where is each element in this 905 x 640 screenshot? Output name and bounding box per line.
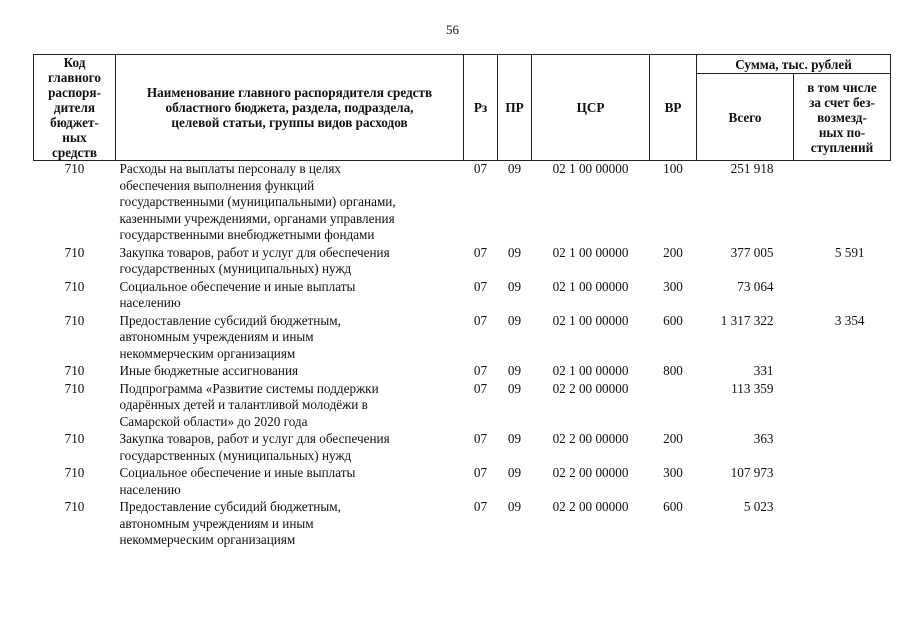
cell-code: 710 (64, 380, 85, 396)
cell-rz: 07 (473, 431, 488, 446)
cell-code: 710 (64, 465, 85, 480)
cell-code: 710 (64, 431, 85, 446)
cell-name: Расходы на выплаты персоналу в целях обеспечения выполнения функций государственными (муниципальными) органами, казенными учреждениями, органами управления государственными внебюджетными фондами (119, 161, 396, 242)
cell-total: 363 (753, 431, 774, 446)
cell-csr: 02 1 00 00000 (552, 161, 629, 176)
cell-rz: 07 (473, 278, 488, 294)
page-number: 56 (446, 22, 459, 37)
cell-vr: 300 (663, 465, 683, 480)
cell-total: 113 359 (731, 380, 774, 396)
cell-name: Закупка товаров, работ и услуг для обеспечения государственных (муниципальных) нужд (119, 431, 390, 463)
cell-code: 710 (64, 312, 85, 328)
cell-vr: 600 (663, 312, 683, 328)
cell-name: Предоставление субсидий бюджетным, автономным учреждениям и иным некоммерческим организациям (119, 499, 341, 547)
cell-code: 710 (64, 278, 85, 294)
cell-pr: 09 (507, 161, 522, 176)
cell-total: 1 317 322 (720, 312, 774, 328)
cell-csr: 02 1 00 00000 (552, 312, 629, 328)
cell-pr: 09 (507, 465, 522, 480)
header-vr: ВР (650, 55, 697, 161)
cell-name: Социальное обеспечение и иные выплаты населению (119, 278, 356, 310)
header-name: Наименование главного распорядителя средств областного бюджета, раздела, подраздела, целевой статьи, группы видов расходов (116, 55, 464, 161)
cell-csr: 02 2 00 00000 (552, 431, 629, 446)
cell-csr: 02 2 00 00000 (552, 380, 629, 396)
cell-rz: 07 (473, 161, 488, 176)
table-row (34, 499, 891, 550)
header-total: Всего (697, 74, 794, 161)
cell-incl (794, 381, 891, 432)
cell-code: 710 (64, 499, 85, 514)
budget-table (33, 54, 891, 550)
cell-name: Предоставление субсидий бюджетным, автономным учреждениям и иным некоммерческим организациям (119, 312, 341, 361)
header-sum: Сумма, тыс. рублей (697, 55, 891, 74)
cell-csr: 02 2 00 00000 (552, 465, 629, 480)
cell-rz: 07 (473, 499, 488, 514)
cell-csr: 02 1 00 00000 (552, 278, 629, 294)
cell-name: Закупка товаров, работ и услуг для обеспечения государственных (муниципальных) нужд (119, 244, 390, 276)
table-row (34, 161, 891, 245)
table-row (34, 313, 891, 364)
table-header (34, 55, 891, 161)
cell-incl (794, 161, 891, 245)
table-row (34, 279, 891, 313)
table-row (34, 363, 891, 381)
cell-pr: 09 (507, 244, 522, 260)
cell-code: 710 (64, 244, 85, 260)
cell-incl (794, 363, 891, 381)
cell-name: Социальное обеспечение и иные выплаты населению (119, 465, 356, 497)
cell-incl (794, 499, 891, 550)
cell-code: 710 (64, 161, 85, 176)
cell-name: Иные бюджетные ассигнования (119, 363, 299, 378)
cell-total: 251 918 (730, 161, 774, 176)
cell-rz: 07 (473, 380, 488, 396)
header-code: Код главного распоря- дителя бюджет- ных средств (34, 55, 116, 161)
cell-total: 377 005 (730, 244, 774, 260)
cell-total: 73 064 (737, 278, 774, 294)
header-csr: ЦСР (532, 55, 650, 161)
cell-total: 107 973 (730, 465, 774, 480)
header-incl: в том числе за счет без- возмезд- ных по- ступлений (794, 74, 891, 161)
header-rz: Рз (464, 55, 498, 161)
cell-vr: 100 (663, 161, 683, 176)
cell-vr: 800 (663, 363, 683, 378)
cell-vr: 200 (663, 431, 683, 446)
cell-rz: 07 (473, 363, 488, 378)
cell-pr: 09 (507, 380, 522, 396)
cell-vr: 300 (663, 278, 683, 294)
header-pr: ПР (498, 55, 532, 161)
cell-vr (650, 381, 697, 432)
cell-rz: 07 (473, 312, 488, 328)
table-row (34, 245, 891, 279)
cell-pr: 09 (507, 312, 522, 328)
cell-vr: 600 (663, 499, 683, 514)
table-row (34, 381, 891, 432)
cell-rz: 07 (473, 465, 488, 480)
cell-incl (794, 279, 891, 313)
cell-incl: 5 591 (834, 244, 865, 260)
cell-pr: 09 (507, 499, 522, 514)
cell-rz: 07 (473, 244, 488, 260)
cell-incl (794, 465, 891, 499)
cell-incl (794, 431, 891, 465)
cell-csr: 02 1 00 00000 (552, 244, 629, 260)
table-body (34, 161, 891, 550)
cell-vr: 200 (663, 244, 683, 260)
table-row (34, 431, 891, 465)
cell-incl: 3 354 (834, 312, 865, 328)
cell-pr: 09 (507, 278, 522, 294)
cell-csr: 02 2 00 00000 (552, 499, 629, 514)
cell-total: 5 023 (743, 499, 774, 514)
cell-pr: 09 (507, 363, 522, 378)
table-row (34, 465, 891, 499)
cell-name: Подпрограмма «Развитие системы поддержки одарённых детей и талантливой молодёжи в Самарской области» до 2020 года (119, 380, 379, 429)
cell-total: 331 (753, 363, 774, 378)
cell-code: 710 (64, 363, 85, 378)
cell-csr: 02 1 00 00000 (552, 363, 629, 378)
cell-pr: 09 (507, 431, 522, 446)
